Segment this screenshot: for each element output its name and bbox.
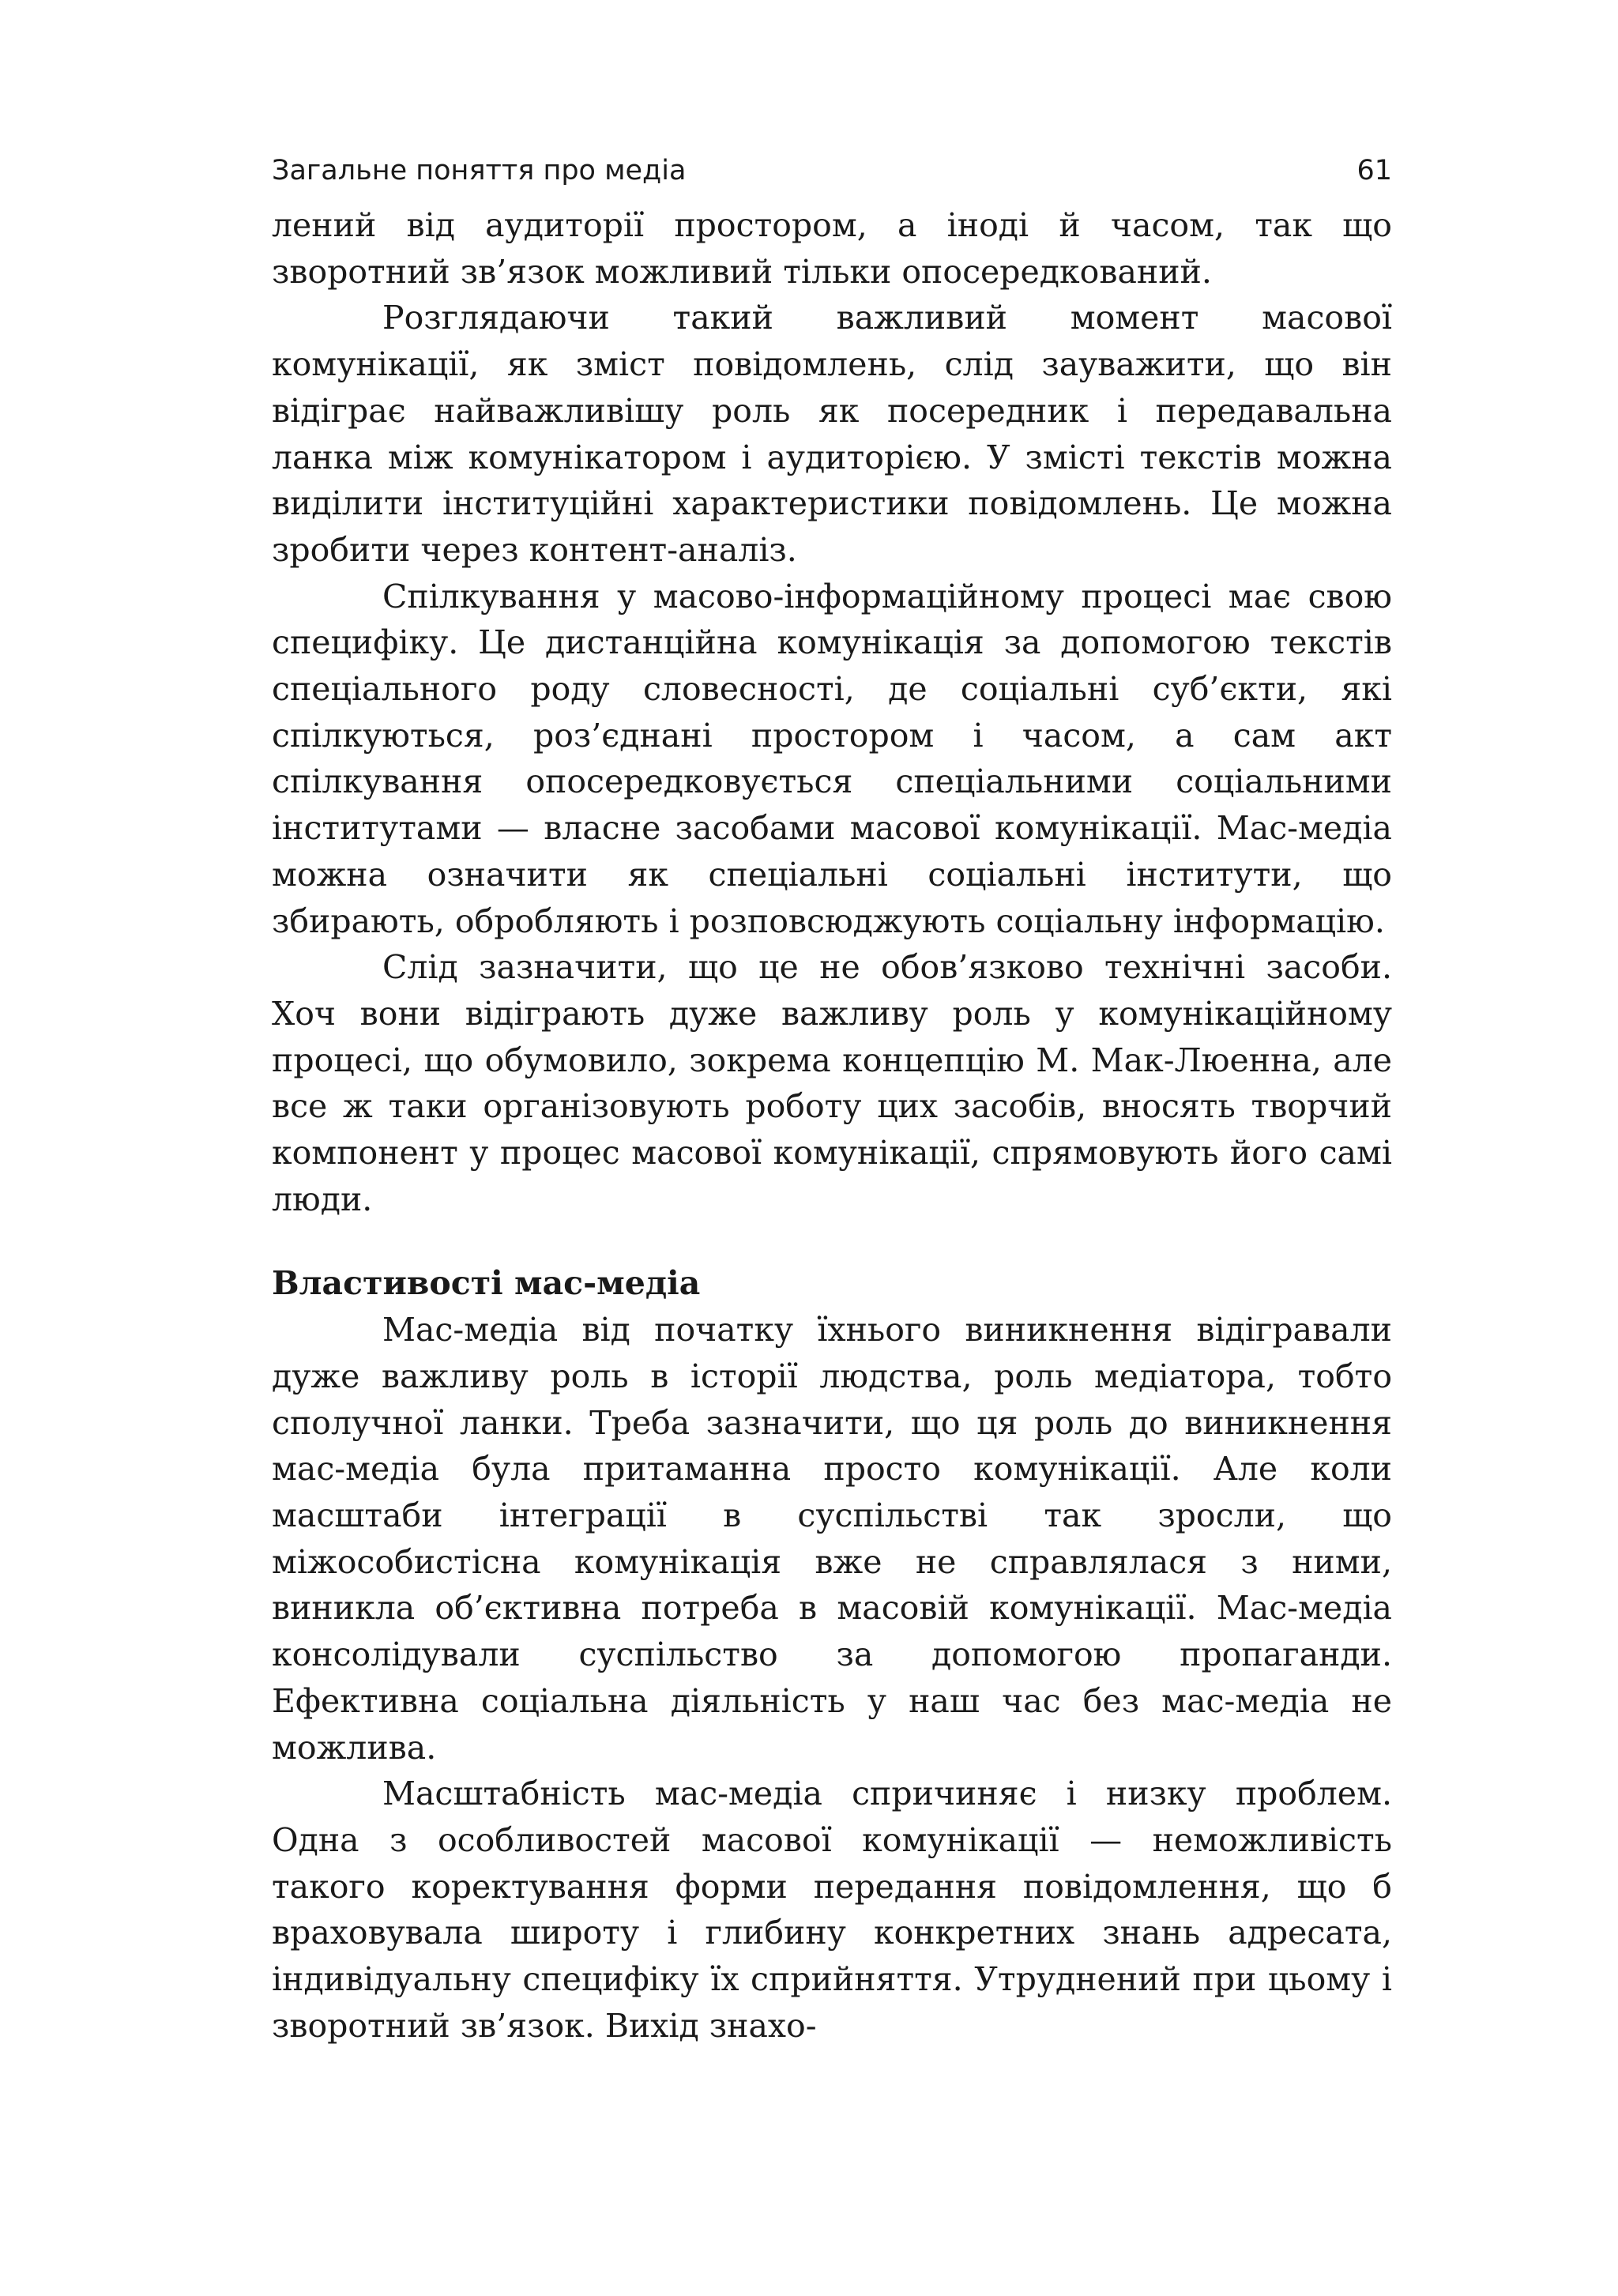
running-title: Загальне поняття про медіа — [272, 155, 687, 186]
paragraph: Спілкування у масово-інформаційному процесі має свою специфіку. Це дистанційна комунікація за допомогою текстів спеціального роду словесності, де соціальні суб’єкти, які спілкуються, роз’єднані простором і часом, а сам акт спілкування опосередковується спеціальними соціальними інститутами — власне засобами масової комунікації. Мас-медіа можна означити як спеціальні соціальні інститути, що збирають, обробляють і розповсюджують соціальну інформацію. — [272, 577, 1392, 940]
body-text — [272, 202, 1392, 2049]
page-number: 61 — [1356, 155, 1392, 186]
paragraph: Масштабність мас-медіа спричиняє і низку проблем. Одна з особливостей масової комунікації — неможливість такого коректування форми передання повідомлення, що б враховувала широту і глибину конкретних знань адресата, індивідуальну специфіку їх сприйняття. Утруднений при цьому і зворотний зв’язок. Вихід знахо- — [272, 1775, 1392, 2045]
section-heading: Властивості мас-медіа — [272, 1264, 701, 1303]
paragraph: Мас-медіа від початку їхнього виникнення відігравали дуже важливу роль в історії людства, роль медіатора, тобто сполучної ланки. Треба зазначити, що ця роль до виникнення мас-медіа була притаманна просто комунікації. Але коли масштаби інтеграції в суспільстві так зросли, що міжособистісна комунікація вже не справлялася з ними, виникла об’єктивна потреба в масовій комунікації. Мас-медіа консолідували суспільство за допомогою пропаганди. Ефективна соціальна діяльність у наш час без мас-медіа не можлива. — [272, 1311, 1392, 1767]
book-page — [272, 150, 1392, 2049]
paragraph: Розглядаючи такий важливий момент масової комунікації, як зміст повідомлень, слід зауважити, що він відіграє найважливішу роль як посередник і передавальна ланка між комунікатором і аудиторією. У змісті текстів можна виділити інституційні характеристики повідомлень. Це можна зробити через контент-аналіз. — [272, 299, 1392, 569]
paragraph: Слід зазначити, що це не обов’язково технічні засоби. Хоч вони відіграють дуже важливу роль у комунікаційному процесі, що обумовило, зокрема концепцію М. Мак-Люенна, але все ж таки організовують роботу цих засобів, вносять творчий компонент у процес масової комунікації, спрямовують його самі люди. — [272, 948, 1392, 1218]
paragraph-continued: лений від аудиторії простором, а іноді й часом, так що зворотний зв’язок можливий тільки опосередкований. — [272, 206, 1392, 291]
running-header — [272, 150, 1392, 191]
